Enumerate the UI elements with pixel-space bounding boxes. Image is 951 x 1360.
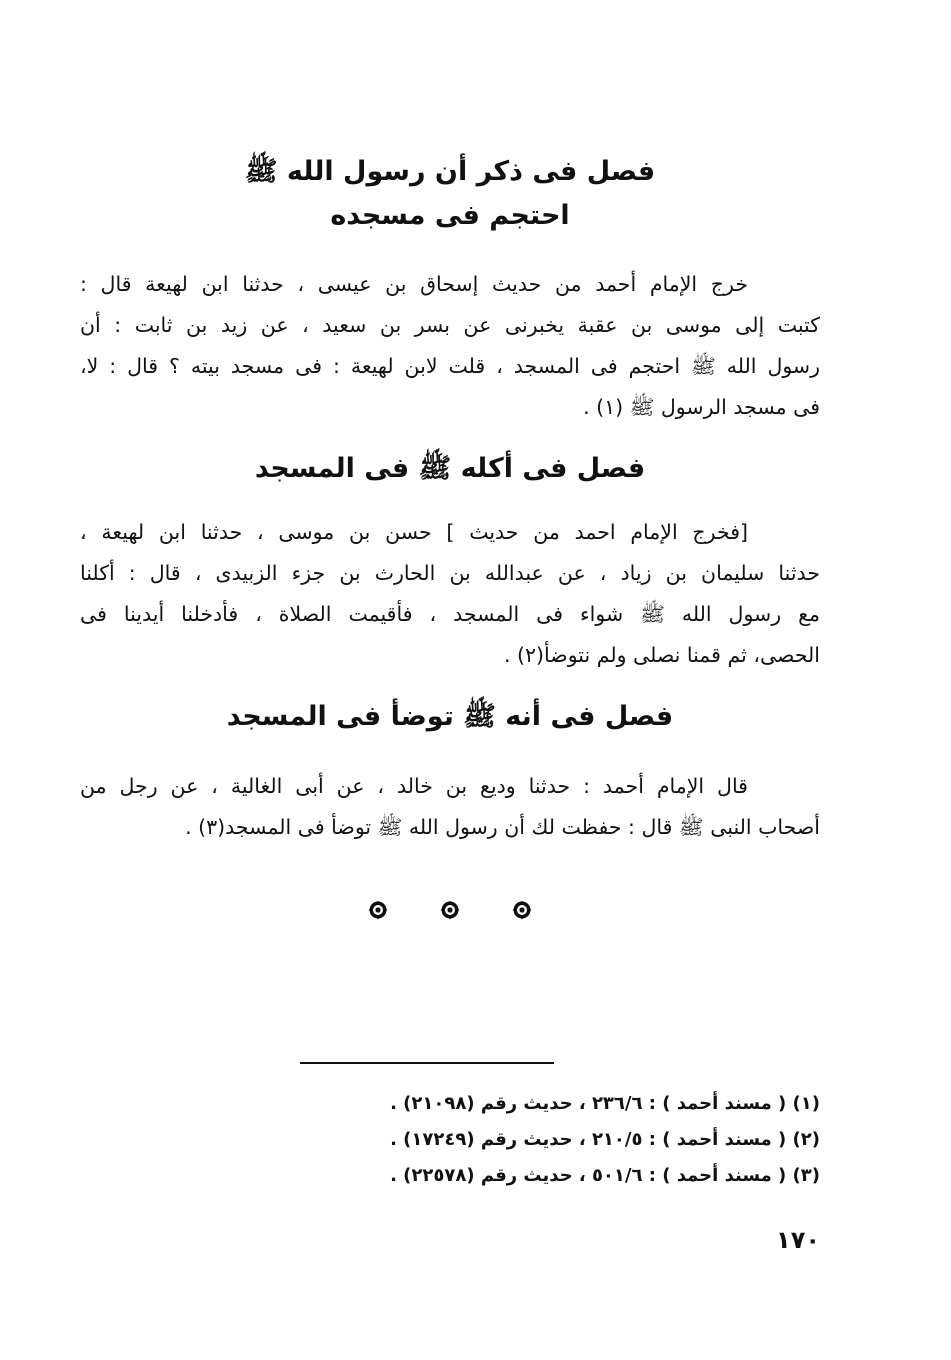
section3-paragraph [80, 766, 820, 848]
section1-heading-line2: احتجم فى مسجده [330, 200, 570, 231]
footnote-divider [300, 1062, 554, 1064]
paragraph-line: الحصى، ثم قمنا نصلى ولم نتوضأ(٢) . [504, 643, 820, 667]
flower-ornament-icon [440, 900, 460, 920]
flower-ornament-icon [512, 900, 532, 920]
flower-ornament-icon [368, 900, 388, 920]
section2-heading: فصل فى أكله ﷺ فى المسجد [254, 453, 646, 484]
section2-paragraph [80, 512, 820, 676]
paragraph-line: خرج الإمام أحمد من حديث إسحاق بن عيسى ، حدثنا ابن لهيعة قال : [80, 272, 748, 296]
section1-heading-line1: فصل فى ذكر أن رسول الله ﷺ [244, 156, 656, 187]
section1-paragraph [80, 264, 820, 428]
paragraph-line: قال الإمام أحمد : حدثنا وديع بن خالد ، عن أبى الغالية ، عن رجل من [80, 774, 748, 798]
section-divider-ornaments [80, 900, 820, 920]
page-number: ١٧٠ [776, 1226, 820, 1254]
footnotes-list [80, 1086, 820, 1194]
paragraph-line: مع رسول الله ﷺ شواء فى المسجد ، فأقيمت الصلاة ، فأدخلنا أيدينا فى [80, 602, 820, 626]
paragraph-line: [فخرج الإمام احمد من حديث ] حسن بن موسى ، حدثنا ابن لهيعة ، [80, 520, 748, 544]
footnote-2: (٢) ( مسند أحمد ) : ٢١٠/٥ ، حديث رقم (١٧٢٤٩) . [390, 1129, 820, 1150]
section3-heading: فصل فى أنه ﷺ توضأ فى المسجد [226, 701, 674, 732]
paragraph-line: رسول الله ﷺ احتجم فى المسجد ، قلت لابن لهيعة : فى مسجد بيته ؟ قال : لا، [80, 354, 820, 378]
paragraph-line: حدثنا سليمان بن زياد ، عن عبدالله بن الحارث بن جزء الزبيدى ، قال : أكلنا [80, 561, 820, 585]
paragraph-line: أصحاب النبى ﷺ قال : حفظت لك أن رسول الله ﷺ توضأ فى المسجد(٣) . [185, 815, 820, 839]
paragraph-line: فى مسجد الرسول ﷺ (١) . [583, 395, 820, 419]
footnote-3: (٣) ( مسند أحمد ) : ٥٠١/٦ ، حديث رقم (٢٢٥٧٨) . [390, 1165, 820, 1186]
paragraph-line: كتبت إلى موسى بن عقبة يخبرنى عن بسر بن سعيد ، عن زيد بن ثابت : أن [80, 313, 820, 337]
footnote-1: (١) ( مسند أحمد ) : ٢٣٦/٦ ، حديث رقم (٢١٠٩٨) . [390, 1093, 820, 1114]
book-page [80, 0, 820, 1360]
